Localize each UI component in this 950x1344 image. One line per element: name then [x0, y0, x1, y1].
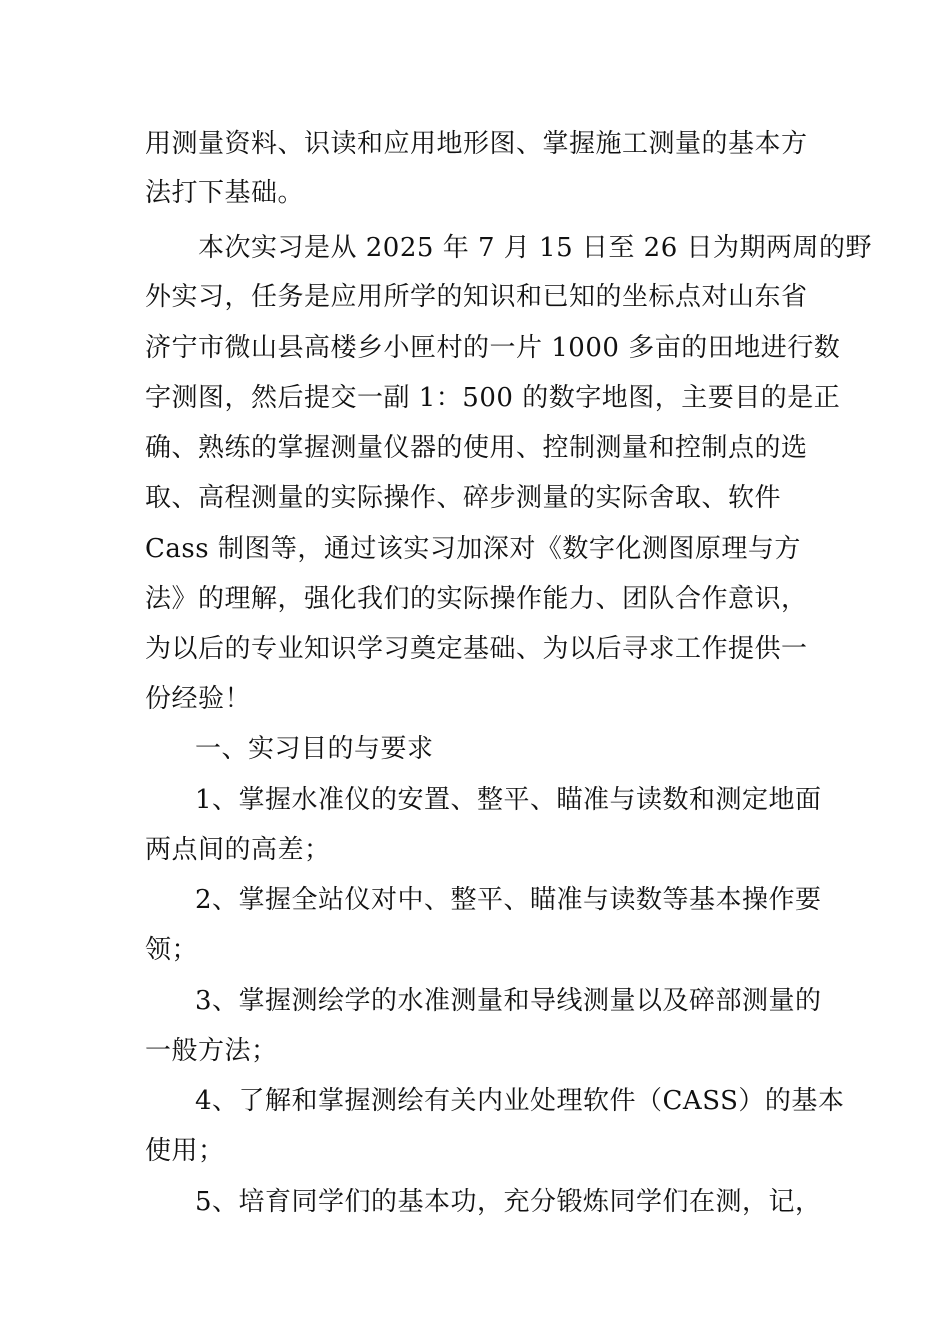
text-line: 用测量资料、识读和应用地形图、掌握施工测量的基本方: [145, 129, 808, 159]
text-line: 4、了解和掌握测绘有关内业处理软件（CASS）的基本: [195, 1086, 845, 1116]
text-line: 份经验！: [145, 684, 252, 714]
text-line: 取、高程测量的实际操作、碎步测量的实际舍取、软件: [145, 483, 782, 513]
text-line: 一般方法；: [145, 1036, 278, 1066]
text-line: 3、掌握测绘学的水准测量和导线测量以及碎部测量的: [195, 986, 822, 1016]
text-line: 济宁市微山县高楼乡小匣村的一片 1000 多亩的田地进行数: [145, 333, 841, 363]
text-line: 本次实习是从 2025 年 7 月 15 日至 26 日为期两周的野: [198, 233, 872, 263]
text-line: 法》的理解，强化我们的实际操作能力、团队合作意识，: [145, 584, 808, 614]
text-line: 使用；: [145, 1136, 225, 1166]
text-line: 领；: [145, 935, 199, 965]
text-line: 为以后的专业知识学习奠定基础、为以后寻求工作提供一: [145, 634, 808, 664]
text-line: 1、掌握水准仪的安置、整平、瞄准与读数和测定地面: [195, 785, 822, 815]
text-line: Cass 制图等，通过该实习加深对《数字化测图原理与方: [145, 534, 801, 564]
section-heading: 一、实习目的与要求: [195, 734, 434, 764]
text-line: 5、培育同学们的基本功，充分锻炼同学们在测，记，: [195, 1187, 822, 1217]
text-line: 2、掌握全站仪对中、整平、瞄准与读数等基本操作要: [195, 885, 822, 915]
text-line: 法打下基础。: [145, 178, 305, 208]
text-line: 确、熟练的掌握测量仪器的使用、控制测量和控制点的选: [145, 433, 808, 463]
text-line: 外实习，任务是应用所学的知识和已知的坐标点对山东省: [145, 282, 808, 312]
text-line: 字测图，然后提交一副 1：500 的数字地图，主要目的是正: [145, 383, 841, 413]
text-line: 两点间的高差；: [145, 835, 331, 865]
